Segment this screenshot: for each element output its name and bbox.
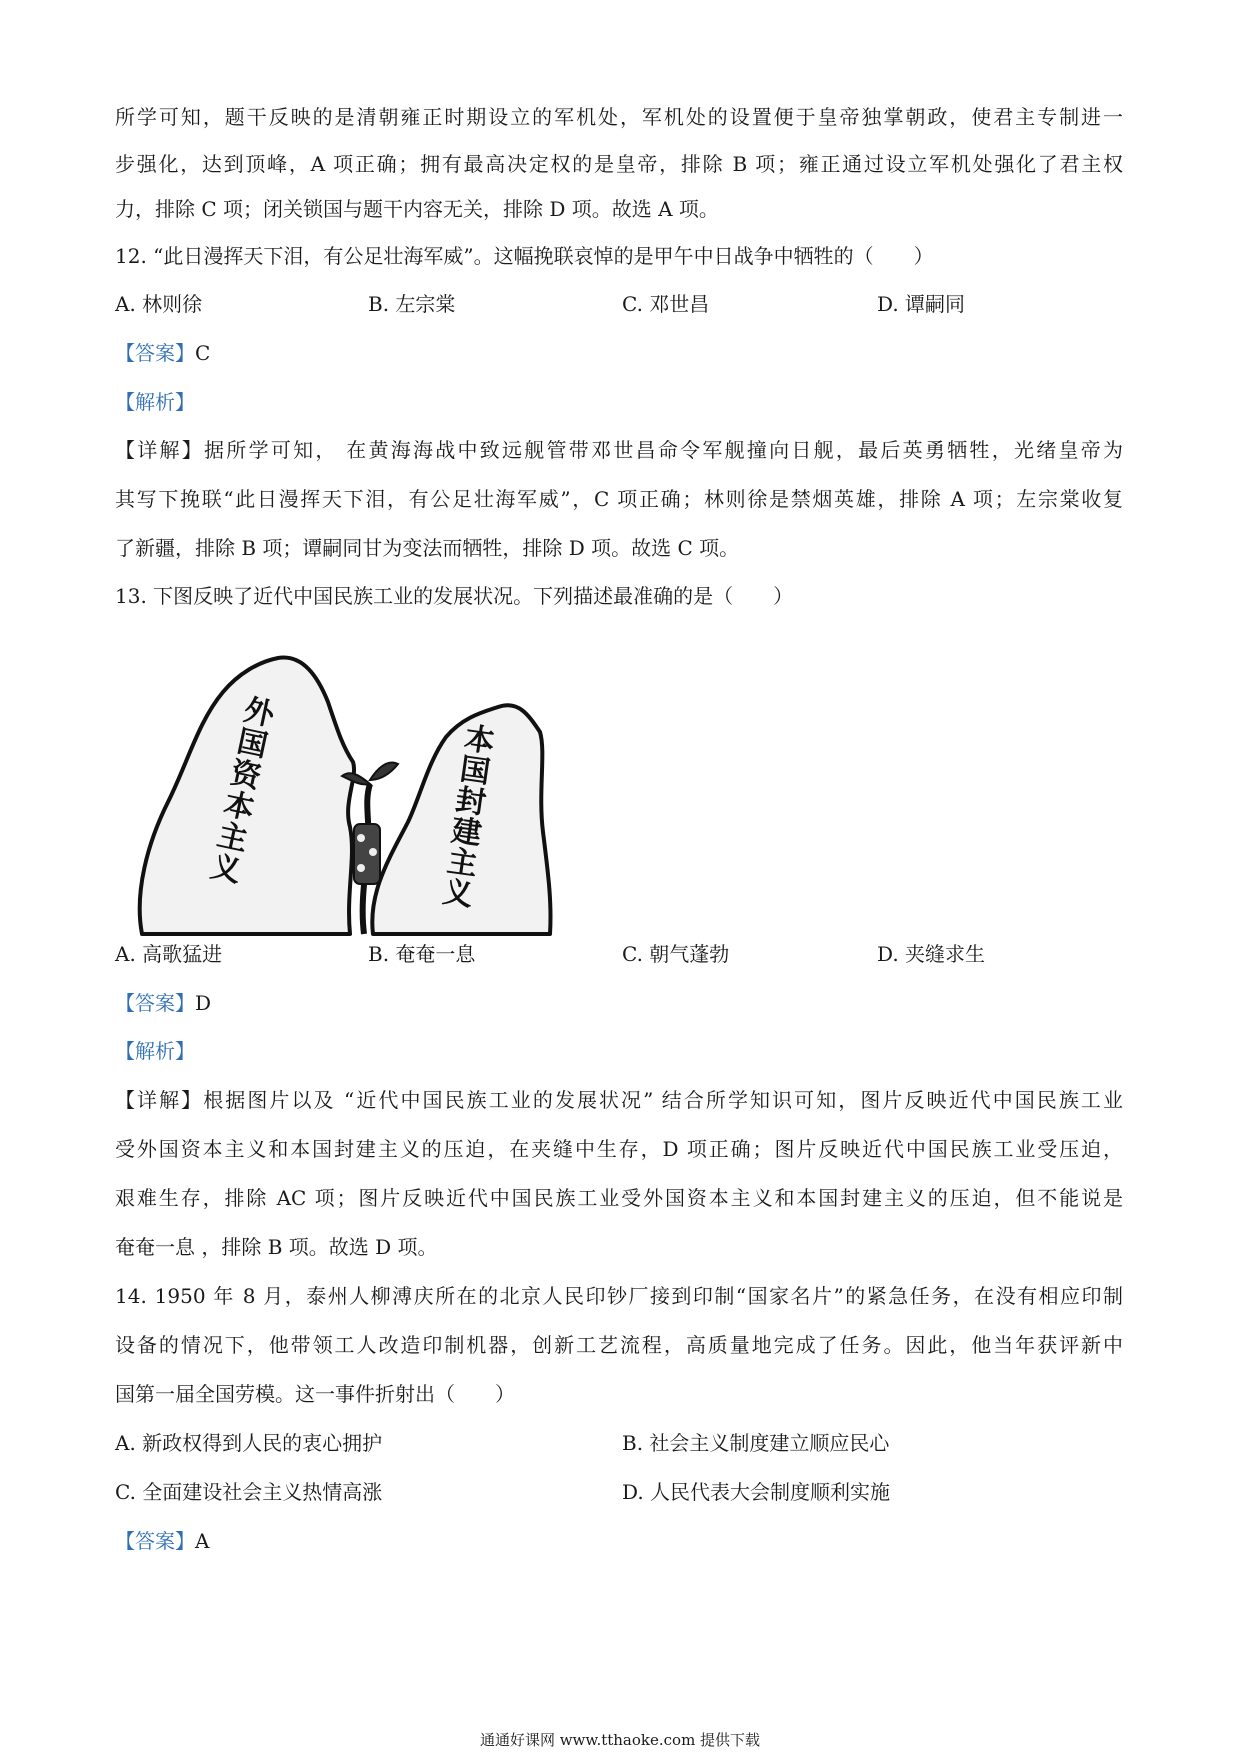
answer-value: C <box>195 341 211 365</box>
q13-option-c: C. 朝气蓬勃 <box>622 942 730 966</box>
answer-tag: 【答案】 <box>115 1529 195 1553</box>
answer-value: A <box>195 1529 210 1553</box>
page-footer: 通通好课网 www.tthaoke.com 提供下载 <box>479 1731 761 1749</box>
q13-detail-line-2: 受外国资本主义和本国封建主义的压迫，在夹缝中生存，D 项正确；图片反映近代中国民族工业受压迫， <box>115 1137 1123 1161</box>
q14-option-c: C. 全面建设社会主义热情高涨 <box>115 1480 383 1504</box>
left-rock-label-char: 国 <box>234 723 271 765</box>
q14-stem-line-3: 国第一届全国劳模。这一事件折射出（ ） <box>115 1382 515 1406</box>
q11-explain-line-2: 步强化，达到顶峰，A 项正确；拥有最高决定权的是皇帝，排除 B 项；雍正通过设立军机处强化了君主权 <box>115 152 1123 176</box>
q14-stem-line-1: 14. 1950 年 8 月，泰州人柳溥庆所在的北京人民印钞厂接到印制“国家名片”的紧急任务，在没有相应印制 <box>115 1284 1123 1308</box>
q12-detail-line-3: 了新疆，排除 B 项；谭嗣同甘为变法而牺牲，排除 D 项。故选 C 项。 <box>115 536 740 560</box>
q12-detail-line-1 <box>115 437 1123 463</box>
q13-analysis-tag: 【解析】 <box>115 1039 195 1063</box>
q14-answer <box>115 1528 209 1554</box>
left-rock-label-char: 义 <box>207 849 245 890</box>
q12-stem: 12. “此日漫挥天下泪，有公足壮海军威”。这幅挽联哀悼的是甲午中日战争中牺牲的（ ） <box>115 244 934 268</box>
left-rock-label-char: 本 <box>220 786 258 828</box>
right-rock-label-char: 国 <box>457 751 493 791</box>
right-rock-label-char: 本 <box>462 721 497 761</box>
q13-detail-line-4: 奄奄一息 ，排除 B 项。故选 D 项。 <box>115 1235 438 1259</box>
q13-answer <box>115 990 211 1016</box>
right-rock-label-char: 封 <box>453 782 489 822</box>
detail-tag: 【详解】 <box>115 438 205 462</box>
q14-option-d: D. 人民代表大会制度顺利实施 <box>622 1480 891 1504</box>
detail-text: 根据图片以及 “近代中国民族工业的发展状况” 结合所学知识可知，图片反映近代中国民族工业 <box>203 1088 1123 1112</box>
cartoon-figure <box>128 652 558 942</box>
q13-stem: 13. 下图反映了近代中国民族工业的发展状况。下列描述最准确的是（ ） <box>115 584 794 608</box>
q12-option-d: D. 谭嗣同 <box>877 292 966 316</box>
q13-detail-line-3: 艰难生存，排除 AC 项；图片反映近代中国民族工业受外国资本主义和本国封建主义的压迫，但不能说是 <box>115 1186 1123 1210</box>
q12-answer <box>115 340 210 366</box>
detail-text: 据所学可知， 在黄海海战中致远舰管带邓世昌命令军舰撞向日舰，最后英勇牺牲，光绪皇帝为 <box>204 438 1124 462</box>
detail-tag: 【详解】 <box>115 1088 204 1112</box>
q13-option-d: D. 夹缝求生 <box>877 942 986 966</box>
q13-option-b: B. 奄奄一息 <box>368 942 476 966</box>
left-rock-label-char: 资 <box>227 755 264 796</box>
q12-detail-line-2: 其写下挽联“此日漫挥天下泪，有公足壮海军威”，C 项正确；林则徐是禁烟英雄，排除 A 项；左宗棠收复 <box>115 487 1123 511</box>
q13-option-a: A. 高歌猛进 <box>115 942 223 966</box>
left-rock-label-char: 主 <box>214 817 251 859</box>
answer-tag: 【答案】 <box>115 341 195 365</box>
q12-option-c: C. 邓世昌 <box>622 292 710 316</box>
left-rock-label-char: 外 <box>240 692 278 734</box>
q11-explain-line-3: 力，排除 C 项；闭关锁国与题干内容无关，排除 D 项。故选 A 项。 <box>115 197 719 221</box>
right-rock-label-char: 义 <box>440 874 476 914</box>
q14-option-b: B. 社会主义制度建立顺应民心 <box>622 1431 890 1455</box>
right-rock-label-char: 建 <box>449 813 484 853</box>
answer-value: D <box>195 991 212 1015</box>
right-rock-label-char: 主 <box>444 843 480 883</box>
q12-option-b: B. 左宗棠 <box>368 292 456 316</box>
q14-option-a: A. 新政权得到人民的衷心拥护 <box>115 1431 383 1455</box>
q12-option-a: A. 林则徐 <box>115 292 203 316</box>
answer-tag: 【答案】 <box>115 991 195 1015</box>
q11-explain-line-1: 所学可知，题干反映的是清朝雍正时期设立的军机处，军机处的设置便于皇帝独掌朝政，使君主专制进一 <box>115 105 1123 129</box>
q12-analysis-tag: 【解析】 <box>115 390 195 414</box>
q13-detail-line-1 <box>115 1087 1123 1113</box>
q14-stem-line-2: 设备的情况下，他带领工人改造印制机器，创新工艺流程，高质量地完成了任务。因此，他当年获评新中 <box>115 1333 1123 1357</box>
